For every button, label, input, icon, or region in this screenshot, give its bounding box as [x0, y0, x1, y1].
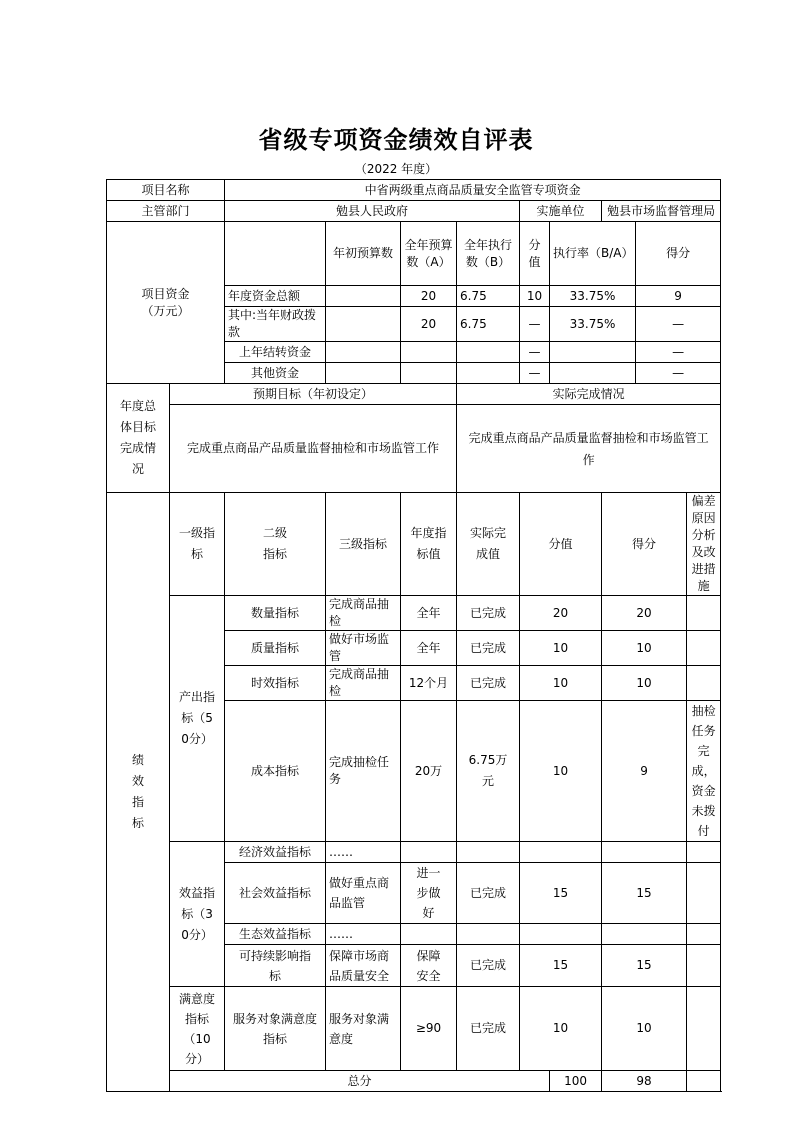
- total-row: [107, 1071, 721, 1092]
- dept-label: 主管部门: [107, 201, 225, 222]
- funds-row-full: [401, 342, 457, 363]
- perf-row-l2: 服务对象满意度指标: [225, 987, 326, 1071]
- funds-header-score-value: 分值: [520, 222, 550, 286]
- funds-header-blank: [225, 222, 326, 286]
- perf-row: [107, 596, 721, 631]
- funds-header-init: 年初预算数: [326, 222, 401, 286]
- perf-row-l3: 服务对象满意度: [326, 987, 401, 1071]
- perf-header-row: [107, 493, 721, 596]
- output-label: 产出指标（50分）: [170, 596, 225, 842]
- funds-row-rate: 33.75%: [550, 286, 636, 307]
- total-score: 98: [602, 1071, 687, 1092]
- perf-row-score: 9: [602, 701, 687, 842]
- perf-header-l1: 一级指标: [170, 493, 225, 596]
- perf-header-actual: 实际完成值: [457, 493, 520, 596]
- perf-row-l3: 完成抽检任务: [326, 701, 401, 842]
- funds-header-full: 全年预算数（A）: [401, 222, 457, 286]
- funds-row-rate: [550, 342, 636, 363]
- perf-row-l3: 做好重点商品监管: [326, 863, 401, 924]
- perf-row-note: [687, 631, 721, 666]
- perf-row-note: [687, 863, 721, 924]
- perf-row-target: [401, 924, 457, 945]
- funds-row-init: [326, 286, 401, 307]
- funds-row-score-value: —: [520, 342, 550, 363]
- perf-row-score: 10: [602, 987, 687, 1071]
- perf-row-l2: 时效指标: [225, 666, 326, 701]
- perf-row-actual: 6.75万元: [457, 701, 520, 842]
- page-subtitle: （2022 年度）: [354, 162, 438, 176]
- perf-row-note: [687, 924, 721, 945]
- perf-row-note: [687, 842, 721, 863]
- funds-row-init: [326, 342, 401, 363]
- goals-content-row: [107, 405, 721, 493]
- perf-row-value: 15: [520, 863, 602, 924]
- perf-row-actual: [457, 924, 520, 945]
- perf-header-note: 偏差原因分析及改进措施: [687, 493, 721, 596]
- funds-row-score-value: 10: [520, 286, 550, 307]
- goals-actual: 完成重点商品产品质量监督抽检和市场监管工作: [457, 405, 721, 493]
- perf-row-value: 10: [520, 987, 602, 1071]
- perf-row-score: 20: [602, 596, 687, 631]
- perf-header-l3: 三级指标: [326, 493, 401, 596]
- satisfaction-label: 满意度指标（10分）: [170, 987, 225, 1071]
- perf-row-score: 10: [602, 631, 687, 666]
- funds-row-label: 其中:当年财政拨款: [225, 307, 326, 342]
- perf-row-actual: [457, 842, 520, 863]
- funds-row-score-value: —: [520, 307, 550, 342]
- perf-header-l2: 二级指标: [225, 493, 326, 596]
- perf-row-l3: 完成商品抽检: [326, 596, 401, 631]
- perf-row-value: [520, 924, 602, 945]
- dept-value: 勉县人民政府: [225, 201, 520, 222]
- perf-row-l2: 可持续影响指标: [225, 945, 326, 987]
- department-row: [107, 201, 721, 222]
- perf-row-l2: 质量指标: [225, 631, 326, 666]
- perf-row-l3: ……: [326, 924, 401, 945]
- benefit-label: 效益指标（30分）: [170, 842, 225, 987]
- perf-row-target: [401, 842, 457, 863]
- funds-row-full: 20: [401, 286, 457, 307]
- perf-row-note: [687, 987, 721, 1071]
- funds-row-label: 其他资金: [225, 363, 326, 384]
- perf-row-score: [602, 842, 687, 863]
- perf-row-score: [602, 924, 687, 945]
- funds-row-init: [326, 307, 401, 342]
- funds-header-row: [107, 222, 721, 286]
- perf-row-value: 10: [520, 631, 602, 666]
- perf-header-score: 得分: [602, 493, 687, 596]
- total-note: [687, 1071, 721, 1092]
- funds-row-exec: [457, 363, 520, 384]
- goals-header-row: [107, 384, 721, 405]
- funds-row-full: [401, 363, 457, 384]
- total-label: 总分: [170, 1071, 550, 1092]
- perf-row-value: 15: [520, 945, 602, 987]
- funds-row-exec: [457, 342, 520, 363]
- funds-row-score: —: [636, 342, 721, 363]
- perf-row-value: [520, 842, 602, 863]
- impl-label: 实施单位: [520, 201, 602, 222]
- perf-row-l3: 保障市场商品质量安全: [326, 945, 401, 987]
- perf-row-score: 10: [602, 666, 687, 701]
- perf-row-actual: 已完成: [457, 596, 520, 631]
- project-name-label: 项目名称: [107, 180, 225, 201]
- funds-row-score: —: [636, 307, 721, 342]
- perf-row-l2: 成本指标: [225, 701, 326, 842]
- perf-row-score: 15: [602, 945, 687, 987]
- funds-header-exec: 全年执行数（B）: [457, 222, 520, 286]
- funds-label: 项目资金（万元）: [107, 222, 225, 384]
- perf-row: [107, 987, 721, 1071]
- perf-row-value: 20: [520, 596, 602, 631]
- perf-row-target: 12个月: [401, 666, 457, 701]
- perf-row-value: 10: [520, 701, 602, 842]
- perf-row-target: 全年: [401, 631, 457, 666]
- perf-label: 绩效指标: [107, 493, 170, 1092]
- funds-row-full: 20: [401, 307, 457, 342]
- perf-row-actual: 已完成: [457, 987, 520, 1071]
- funds-row-exec: 6.75: [457, 307, 520, 342]
- project-name-value: 中省两级重点商品质量安全监管专项资金: [225, 180, 721, 201]
- perf-row-target: 进一步做好: [401, 863, 457, 924]
- impl-value: 勉县市场监督管理局: [602, 201, 721, 222]
- funds-row-score-value: —: [520, 363, 550, 384]
- goals-label: 年度总体目标完成情况: [107, 384, 170, 493]
- perf-row: [107, 842, 721, 863]
- perf-row-l2: 经济效益指标: [225, 842, 326, 863]
- perf-row-note: [687, 666, 721, 701]
- perf-row-note: [687, 596, 721, 631]
- perf-row-note: [687, 945, 721, 987]
- perf-row-target: 全年: [401, 596, 457, 631]
- funds-header-rate: 执行率（B/A）: [550, 222, 636, 286]
- funds-row-score: 9: [636, 286, 721, 307]
- perf-header-target: 年度指标值: [401, 493, 457, 596]
- goals-expected-header: 预期目标（年初设定）: [170, 384, 457, 405]
- funds-row-rate: 33.75%: [550, 307, 636, 342]
- perf-row-note: 抽检任务完成，资金未拨付: [687, 701, 721, 842]
- funds-row-label: 年度资金总额: [225, 286, 326, 307]
- perf-header-value: 分值: [520, 493, 602, 596]
- perf-row-value: 10: [520, 666, 602, 701]
- funds-row-label: 上年结转资金: [225, 342, 326, 363]
- funds-row-exec: 6.75: [457, 286, 520, 307]
- perf-row-target: 保障安全: [401, 945, 457, 987]
- total-value: 100: [550, 1071, 602, 1092]
- perf-row-l3: ……: [326, 842, 401, 863]
- perf-row-l2: 社会效益指标: [225, 863, 326, 924]
- perf-row-actual: 已完成: [457, 631, 520, 666]
- funds-row-init: [326, 363, 401, 384]
- perf-row-l2: 数量指标: [225, 596, 326, 631]
- funds-row-score: —: [636, 363, 721, 384]
- perf-row-actual: 已完成: [457, 666, 520, 701]
- funds-row-rate: [550, 363, 636, 384]
- perf-row-l3: 完成商品抽检: [326, 666, 401, 701]
- perf-row-target: 20万: [401, 701, 457, 842]
- perf-row-actual: 已完成: [457, 863, 520, 924]
- funds-header-score: 得分: [636, 222, 721, 286]
- perf-row-target: ≥90: [401, 987, 457, 1071]
- goals-expected: 完成重点商品产品质量监督抽检和市场监管工作: [170, 405, 457, 493]
- goals-actual-header: 实际完成情况: [457, 384, 721, 405]
- perf-row-actual: 已完成: [457, 945, 520, 987]
- project-name-row: [107, 180, 721, 201]
- page-title: 省级专项资金绩效自评表: [258, 125, 534, 154]
- evaluation-table: [106, 179, 721, 1092]
- perf-row-l3: 做好市场监管: [326, 631, 401, 666]
- perf-row-l2: 生态效益指标: [225, 924, 326, 945]
- perf-row-score: 15: [602, 863, 687, 924]
